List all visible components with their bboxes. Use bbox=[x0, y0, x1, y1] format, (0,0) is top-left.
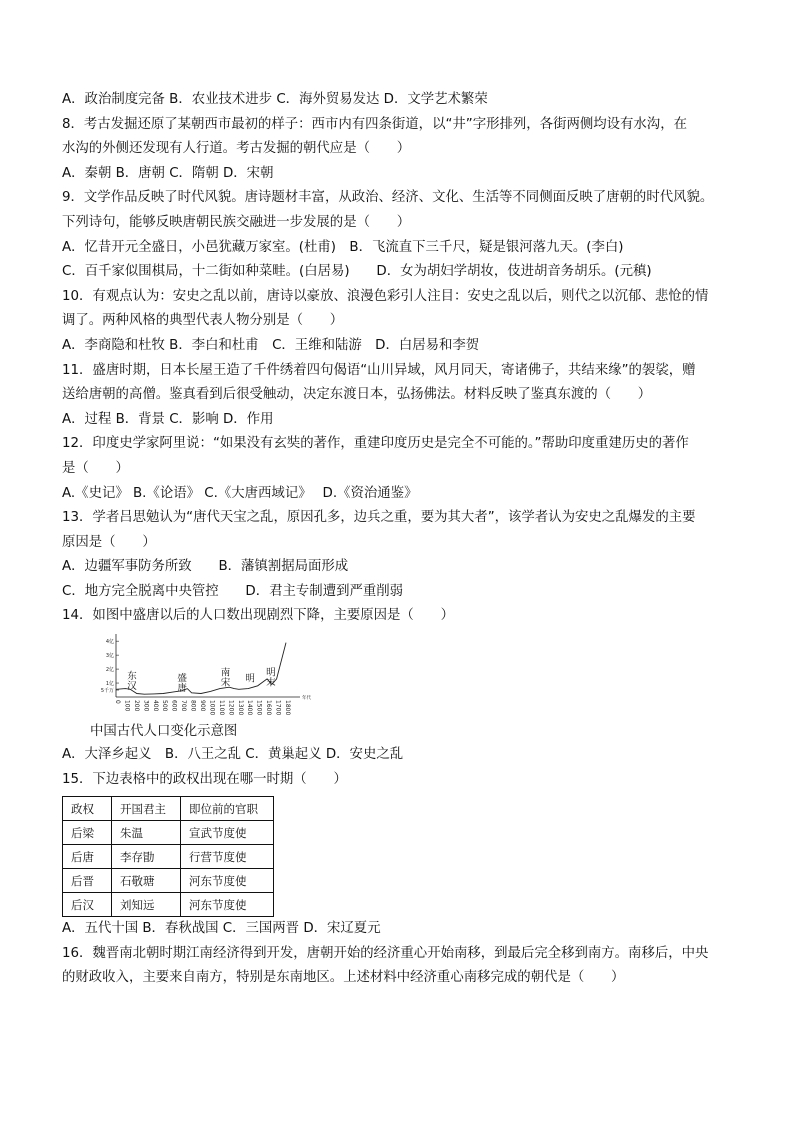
text-line: 9．文学作品反映了时代风貌。唐诗题材丰富，从政治、经济、文化、生活等不同侧面反映了唐朝的时代风貌。 bbox=[62, 190, 714, 206]
x-tick-label: 0 bbox=[114, 700, 121, 704]
x-tick-label: 1000 bbox=[208, 700, 216, 716]
period-label: 南 bbox=[220, 667, 231, 679]
text-line: 11．盛唐时期，日本长屋王造了千件绣着四句偈语“山川异域，风月同天，寄诸佛子，共结来缘”的袈裟，赠 bbox=[62, 362, 696, 378]
text-line: 10．有观点认为：安史之乱以前，唐诗以豪放、浪漫色彩引人注目：安史之乱以后，则代之以沉郁、悲怆的情 bbox=[62, 288, 709, 304]
population-chart-svg bbox=[86, 631, 326, 721]
table-cell: 后梁 bbox=[63, 821, 112, 845]
text-line: A．五代十国 B．春秋战国 C．三国两晋 D．宋辽夏元 bbox=[62, 921, 381, 937]
x-tick-label: 1100 bbox=[217, 700, 225, 716]
x-tick-label: 200 bbox=[132, 700, 140, 712]
x-unit-label: 年代 bbox=[302, 696, 311, 702]
table-cell: 后晋 bbox=[63, 869, 112, 893]
x-tick-label: 1200 bbox=[227, 700, 235, 716]
text-line: A．李商隐和杜牧 B．李白和杜甫 C．王维和陆游 D．白居易和李贺 bbox=[62, 337, 480, 353]
text-line: 是（ ） bbox=[62, 460, 129, 476]
x-tick-label: 1700 bbox=[274, 700, 282, 716]
text-line: 14．如图中盛唐以后的人口数出现剧烈下降，主要原因是（ ） bbox=[62, 608, 454, 624]
text-line: 水沟的外侧还发现有人行道。考古发掘的朝代应是（ ） bbox=[62, 141, 411, 157]
text-line: C．地方完全脱离中央管控 D．君主专制遭到严重削弱 bbox=[62, 583, 404, 599]
table-row bbox=[63, 869, 274, 893]
text-line: C．百千家似围棋局，十二街如种菜畦。(白居易) D．女为胡妇学胡妆，伎进胡音务胡乐。(元稹) bbox=[62, 264, 652, 280]
population-chart bbox=[62, 631, 742, 721]
table-cell: 行营节度使 bbox=[181, 845, 274, 869]
exam-page bbox=[62, 88, 742, 991]
x-tick-label: 300 bbox=[142, 700, 150, 712]
table-header-cell: 政权 bbox=[63, 797, 112, 821]
table-row bbox=[63, 821, 274, 845]
table-cell: 石敬瑭 bbox=[112, 869, 181, 893]
question-block-upper bbox=[62, 88, 742, 629]
y-tick-label: 3亿 bbox=[105, 653, 114, 660]
x-tick-label: 100 bbox=[123, 700, 131, 712]
period-label: 明 bbox=[266, 667, 276, 679]
table-cell: 朱温 bbox=[112, 821, 181, 845]
text-line: 调了。两种风格的典型代表人物分别是（ ） bbox=[62, 313, 344, 329]
y-tick-label: 2亿 bbox=[105, 667, 114, 674]
text-line: A．政治制度完备 B．农业技术进步 C．海外贸易发达 D．文学艺术繁荣 bbox=[62, 92, 488, 107]
text-line: 下列诗句，能够反映唐朝民族交融进一步发展的是（ ） bbox=[62, 214, 411, 230]
text-line: A．秦朝 B．唐朝 C．隋朝 D．宋朝 bbox=[62, 165, 274, 181]
table-cell: 后汉 bbox=[63, 893, 112, 917]
x-tick-label: 500 bbox=[161, 700, 169, 712]
text-line: A．忆昔开元全盛日，小邑犹藏万家室。(杜甫) B．飞流直下三千尺，疑是银河落九天。(李白) bbox=[62, 239, 624, 255]
table-cell: 宣武节度使 bbox=[181, 821, 274, 845]
text-line: A．边疆军事防务所致 B．藩镇割据局面形成 bbox=[62, 559, 349, 575]
text-line: 8．考古发掘还原了某朝西市最初的样子：西市内有四条街道，以“井”字形排列，各街两侧均设有水沟，在 bbox=[62, 116, 687, 132]
x-tick-label: 900 bbox=[199, 700, 206, 712]
text-line: 12．印度史学家阿里说：“如果没有玄奘的著作，重建印度历史是完全不可能的。”帮助印度重建历史的著作 bbox=[62, 436, 689, 452]
x-tick-label: 800 bbox=[189, 700, 197, 712]
y-tick-label: 1亿 bbox=[105, 681, 114, 688]
table-header-row bbox=[63, 797, 274, 821]
text-line: 15．下边表格中的政权出现在哪一时期（ ） bbox=[62, 771, 347, 787]
y-tick-label: 5千万 bbox=[100, 688, 114, 695]
period-label: 盛 bbox=[177, 673, 187, 685]
x-tick-label: 1300 bbox=[236, 700, 244, 716]
text-line: 的财政收入，主要来自南方，特别是东南地区。上述材料中经济重心南移完成的朝代是（ ） bbox=[62, 970, 625, 986]
table-cell: 刘知远 bbox=[112, 893, 181, 917]
x-tick-label: 1600 bbox=[265, 700, 273, 716]
period-label: 明 bbox=[245, 673, 255, 685]
table-row bbox=[63, 893, 274, 917]
x-tick-label: 1400 bbox=[246, 700, 254, 716]
x-tick-label: 600 bbox=[170, 700, 178, 712]
table-row bbox=[63, 845, 274, 869]
text-line: A．大泽乡起义 B．八王之乱 C．黄巢起义 D．安史之乱 bbox=[62, 747, 404, 763]
x-tick-label: 700 bbox=[180, 700, 188, 712]
x-tick-label: 1800 bbox=[284, 700, 291, 716]
text-line: A．过程 B．背景 C．影响 D．作用 bbox=[62, 411, 274, 427]
table-cell: 河东节度使 bbox=[181, 869, 274, 893]
text-line: 送给唐朝的高僧。鉴真看到后很受触动，决定东渡日本，弘扬佛法。材料反映了鉴真东渡的（ ） bbox=[62, 387, 652, 403]
table-header-cell: 开国君主 bbox=[112, 797, 181, 821]
x-tick-label: 1500 bbox=[255, 700, 263, 716]
text-line: 13．学者吕思勉认为“唐代天宝之乱，原因孔多，边兵之重，要为其大者”，该学者认为安史之乱爆发的主要 bbox=[62, 510, 696, 526]
text-line: 16．魏晋南北朝时期江南经济得到开发，唐朝开始的经济重心开始南移，到最后完全移到南方。南移后，中央 bbox=[62, 945, 709, 961]
population-line bbox=[116, 643, 286, 695]
period-label: 末 bbox=[266, 677, 276, 689]
text-line: 原因是（ ） bbox=[62, 534, 156, 550]
text-line: A.《史记》 B.《论语》 C.《大唐西域记》 D.《资治通鉴》 bbox=[62, 485, 418, 501]
regime-table bbox=[62, 796, 274, 917]
chart-caption: 中国古代人口变化示意图 bbox=[90, 724, 238, 740]
table-cell: 李存勖 bbox=[112, 845, 181, 869]
table-header-cell: 即位前的官职 bbox=[181, 797, 274, 821]
period-label: 唐 bbox=[177, 683, 187, 695]
period-label: 东 bbox=[127, 670, 137, 682]
table-cell: 后唐 bbox=[63, 845, 112, 869]
period-label: 宋 bbox=[220, 677, 231, 689]
table-cell: 河东节度使 bbox=[181, 893, 274, 917]
period-label: 汉 bbox=[127, 680, 137, 692]
y-tick-label: 4亿 bbox=[105, 639, 114, 646]
x-tick-label: 400 bbox=[151, 700, 159, 712]
